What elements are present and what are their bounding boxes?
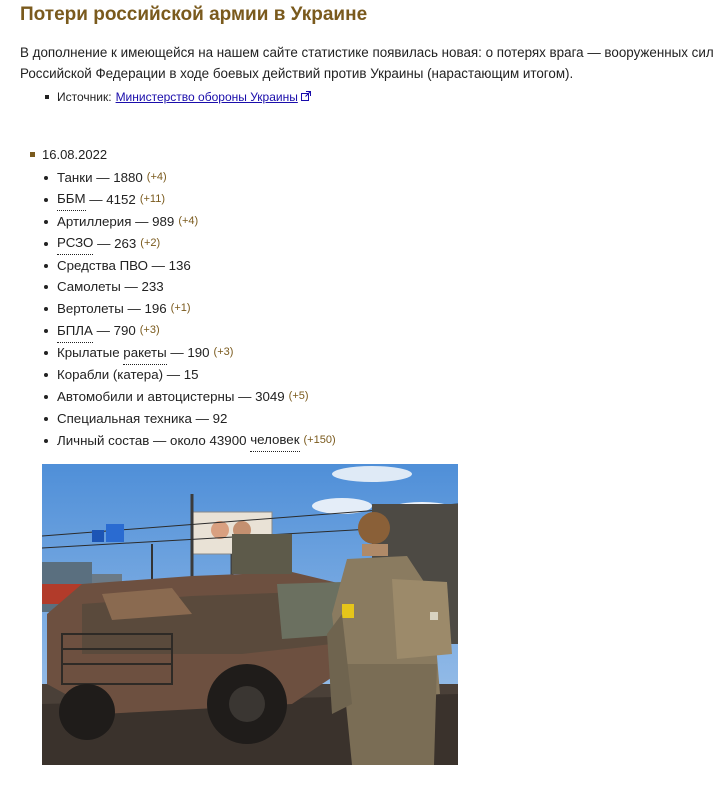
square-bullet-icon	[30, 152, 35, 157]
losses-list	[44, 167, 336, 452]
loss-separator: —	[166, 345, 188, 361]
square-bullet-icon	[45, 95, 49, 99]
loss-separator: —	[85, 191, 107, 207]
loss-item	[44, 211, 336, 233]
loss-separator: —	[163, 367, 184, 383]
loss-name: Самолеты	[57, 279, 121, 295]
loss-delta: (+11)	[139, 192, 165, 205]
bullet-icon	[44, 373, 48, 377]
source-link[interactable]: Министерство обороны Украины	[115, 90, 298, 104]
loss-name[interactable]: ББМ	[57, 188, 86, 211]
loss-item	[44, 364, 336, 386]
loss-delta: (+4)	[178, 214, 199, 227]
bullet-icon	[44, 351, 48, 355]
bullet-icon	[44, 176, 48, 180]
photo-destroyed-vehicle	[42, 464, 458, 765]
loss-name: Вертолеты	[57, 301, 124, 317]
loss-separator: —	[92, 323, 114, 339]
bullet-icon	[44, 220, 48, 224]
source-label: Источник:	[57, 90, 112, 104]
intro-text	[20, 42, 718, 84]
page-title: Потери российской армии в Украине	[20, 4, 368, 25]
loss-separator: —	[92, 170, 114, 185]
loss-item	[44, 189, 336, 211]
bullet-icon	[44, 264, 48, 268]
loss-delta: (+3)	[213, 346, 234, 359]
external-link-icon	[301, 90, 311, 104]
loss-item	[44, 408, 336, 430]
bullet-icon	[44, 439, 48, 443]
loss-item	[44, 255, 336, 277]
loss-value: 92	[212, 410, 228, 426]
loss-value: 4152	[106, 191, 136, 207]
loss-value: 190	[187, 345, 210, 361]
loss-value: 136	[168, 257, 191, 273]
loss-item	[44, 276, 336, 298]
loss-name[interactable]: ракеты	[123, 342, 166, 365]
loss-separator: —	[149, 432, 171, 448]
loss-name[interactable]: РСЗО	[57, 232, 93, 255]
source-line	[45, 90, 311, 104]
loss-delta: (+4)	[146, 171, 167, 183]
loss-separator: —	[191, 410, 213, 426]
bullet-icon	[44, 285, 48, 289]
loss-separator: —	[93, 235, 115, 251]
loss-delta: (+1)	[170, 302, 191, 315]
loss-separator: —	[147, 257, 169, 273]
loss-delta: (+150)	[303, 433, 336, 446]
loss-value: около 43900	[170, 432, 247, 448]
loss-delta: (+2)	[140, 236, 161, 249]
loss-item	[44, 233, 336, 255]
loss-item	[44, 386, 336, 408]
loss-name: Автомобили и автоцистерны	[57, 388, 235, 404]
loss-value: 790	[113, 323, 136, 339]
loss-suffix[interactable]: человек	[250, 429, 299, 452]
loss-value: 989	[152, 213, 175, 229]
loss-prefix: Личный состав	[57, 432, 150, 448]
loss-separator: —	[234, 388, 256, 404]
intro-line-1: В дополнение к имеющейся на нашем сайте статистике появилась новая: о потерях врага — вооруженных сил	[20, 45, 714, 60]
loss-value: 15	[183, 367, 199, 383]
loss-name: Средства ПВО	[57, 257, 148, 273]
loss-name: Корабли (катера)	[57, 367, 164, 383]
loss-separator: —	[120, 279, 142, 295]
loss-item	[44, 298, 336, 320]
loss-separator: —	[123, 301, 145, 317]
date-item	[30, 147, 107, 162]
loss-name: Специальная техника	[57, 410, 192, 426]
bullet-icon	[44, 242, 48, 246]
intro-line-2: Российской Федерации в ходе боевых действий против Украины (нарастающим итогом).	[20, 66, 574, 81]
loss-separator: —	[131, 213, 153, 229]
loss-name: Танки	[57, 170, 93, 185]
bullet-icon	[44, 417, 48, 421]
loss-prefix: Крылатые	[57, 345, 124, 361]
loss-value: 233	[141, 279, 164, 295]
loss-name: Артиллерия	[57, 213, 132, 229]
bullet-icon	[44, 198, 48, 202]
loss-name[interactable]: БПЛА	[57, 320, 93, 343]
date-label: 16.08.2022	[42, 147, 108, 162]
loss-item	[44, 342, 336, 364]
loss-value: 1880	[113, 170, 143, 185]
loss-item	[44, 167, 336, 189]
loss-delta: (+3)	[139, 324, 160, 337]
loss-value: 263	[114, 235, 137, 251]
loss-value: 3049	[255, 388, 285, 404]
loss-value: 196	[144, 301, 167, 317]
bullet-icon	[44, 307, 48, 311]
loss-item	[44, 320, 336, 342]
bullet-icon	[44, 329, 48, 333]
loss-delta: (+5)	[288, 389, 309, 402]
bullet-icon	[44, 395, 48, 399]
loss-item	[44, 430, 336, 452]
